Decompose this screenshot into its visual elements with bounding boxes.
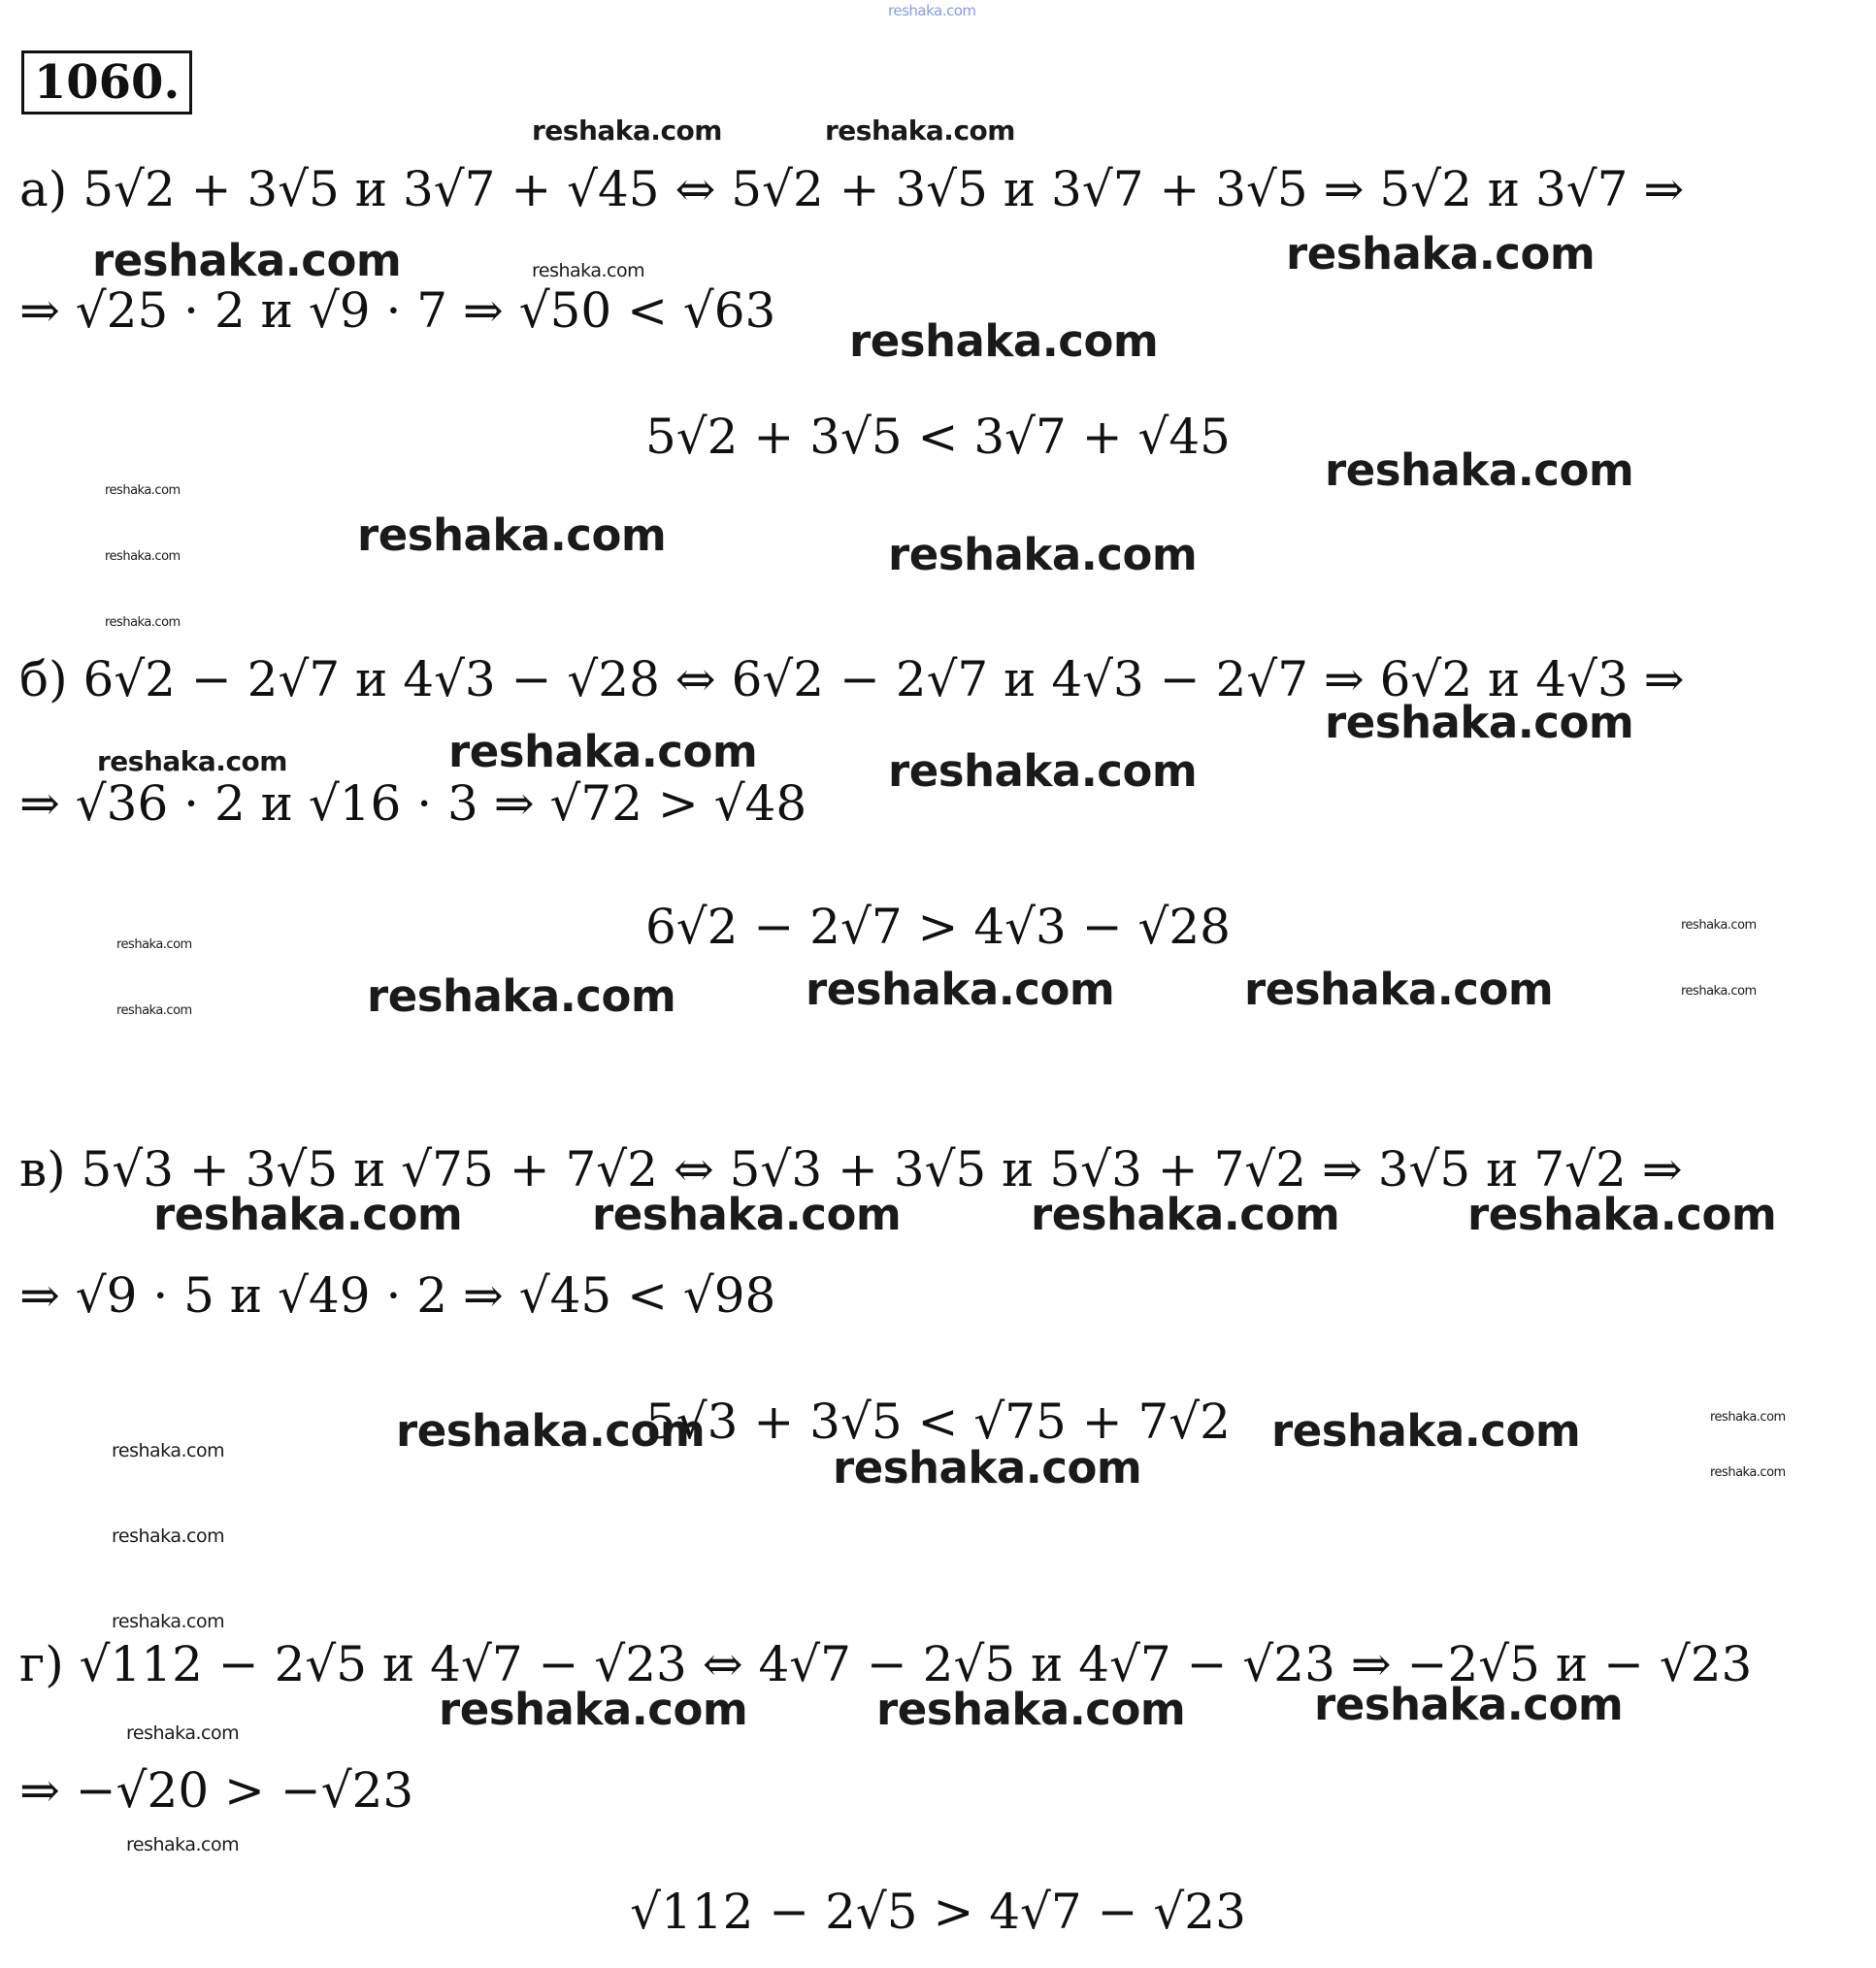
watermark: reshaka.com	[1244, 964, 1554, 1015]
watermark: reshaka.com	[92, 235, 402, 286]
watermark: reshaka.com	[532, 260, 645, 281]
watermark: reshaka.com	[105, 549, 181, 564]
watermark: reshaka.com	[1031, 1189, 1340, 1240]
part-a-result: 5√2 + 3√5 < 3√7 + √45	[645, 409, 1231, 465]
watermark: reshaka.com	[1681, 918, 1757, 933]
watermark: reshaka.com	[112, 1525, 225, 1547]
watermark: reshaka.com	[448, 726, 758, 777]
watermark: reshaka.com	[396, 1405, 706, 1457]
watermark: reshaka.com	[97, 745, 287, 777]
watermark: reshaka.com	[1314, 1679, 1624, 1730]
watermark: reshaka.com	[105, 483, 181, 498]
part-b-result: 6√2 − 2√7 > 4√3 − √28	[645, 899, 1231, 955]
part-a-line1: а) 5√2 + 3√5 и 3√7 + √45 ⇔ 5√2 + 3√5 и 3√7 + 3√5 ⇒ 5√2 и 3√7 ⇒	[19, 161, 1685, 217]
watermark: reshaka.com	[888, 745, 1198, 797]
watermark: reshaka.com	[357, 509, 667, 561]
watermark: reshaka.com	[112, 1440, 225, 1461]
watermark: reshaka.com	[888, 529, 1198, 580]
part-a-line2: ⇒ √25 · 2 и √9 · 7 ⇒ √50 < √63	[19, 282, 776, 339]
watermark: reshaka.com	[1286, 228, 1596, 279]
part-g-line1: г) √112 − 2√5 и 4√7 − √23 ⇔ 4√7 − 2√5 и 4√7 − √23 ⇒ −2√5 и − √23	[19, 1636, 1753, 1692]
watermark: reshaka.com	[1710, 1410, 1786, 1425]
part-v-result: 5√3 + 3√5 < √75 + 7√2	[645, 1394, 1231, 1450]
watermark: reshaka.com	[806, 964, 1115, 1015]
part-v-line2: ⇒ √9 · 5 и √49 · 2 ⇒ √45 < √98	[19, 1267, 776, 1324]
watermark: reshaka.com	[876, 1684, 1186, 1735]
watermark: reshaka.com	[112, 1611, 225, 1632]
watermark: reshaka.com	[153, 1189, 463, 1240]
watermark: reshaka.com	[1271, 1405, 1581, 1457]
watermark: reshaka.com	[849, 315, 1159, 367]
watermark: reshaka.com	[126, 1722, 240, 1744]
problem-number: 1060.	[21, 50, 192, 115]
watermark: reshaka.com	[1467, 1189, 1777, 1240]
watermark: reshaka.com	[367, 970, 676, 1022]
watermark: reshaka.com	[105, 615, 181, 630]
watermark: reshaka.com	[1325, 444, 1634, 496]
part-g-line2: ⇒ −√20 > −√23	[19, 1762, 414, 1819]
watermark: reshaka.com	[1325, 697, 1634, 748]
watermark: reshaka.com	[116, 1003, 192, 1018]
watermark: reshaka.com	[1681, 984, 1757, 999]
watermark: reshaka.com	[825, 115, 1015, 147]
site-watermark-top: reshaka.com	[888, 2, 976, 19]
watermark: reshaka.com	[1710, 1465, 1786, 1480]
part-b-line2: ⇒ √36 · 2 и √16 · 3 ⇒ √72 > √48	[19, 775, 807, 832]
part-g-result: √112 − 2√5 > 4√7 − √23	[630, 1884, 1246, 1940]
watermark: reshaka.com	[532, 115, 722, 147]
watermark: reshaka.com	[126, 1834, 240, 1855]
watermark: reshaka.com	[592, 1189, 902, 1240]
part-v-line1: в) 5√3 + 3√5 и √75 + 7√2 ⇔ 5√3 + 3√5 и 5√3 + 7√2 ⇒ 3√5 и 7√2 ⇒	[19, 1141, 1683, 1197]
watermark: reshaka.com	[833, 1442, 1142, 1493]
part-b-line1: б) 6√2 − 2√7 и 4√3 − √28 ⇔ 6√2 − 2√7 и 4√3 − 2√7 ⇒ 6√2 и 4√3 ⇒	[19, 651, 1685, 707]
watermark: reshaka.com	[116, 937, 192, 952]
watermark: reshaka.com	[439, 1684, 748, 1735]
